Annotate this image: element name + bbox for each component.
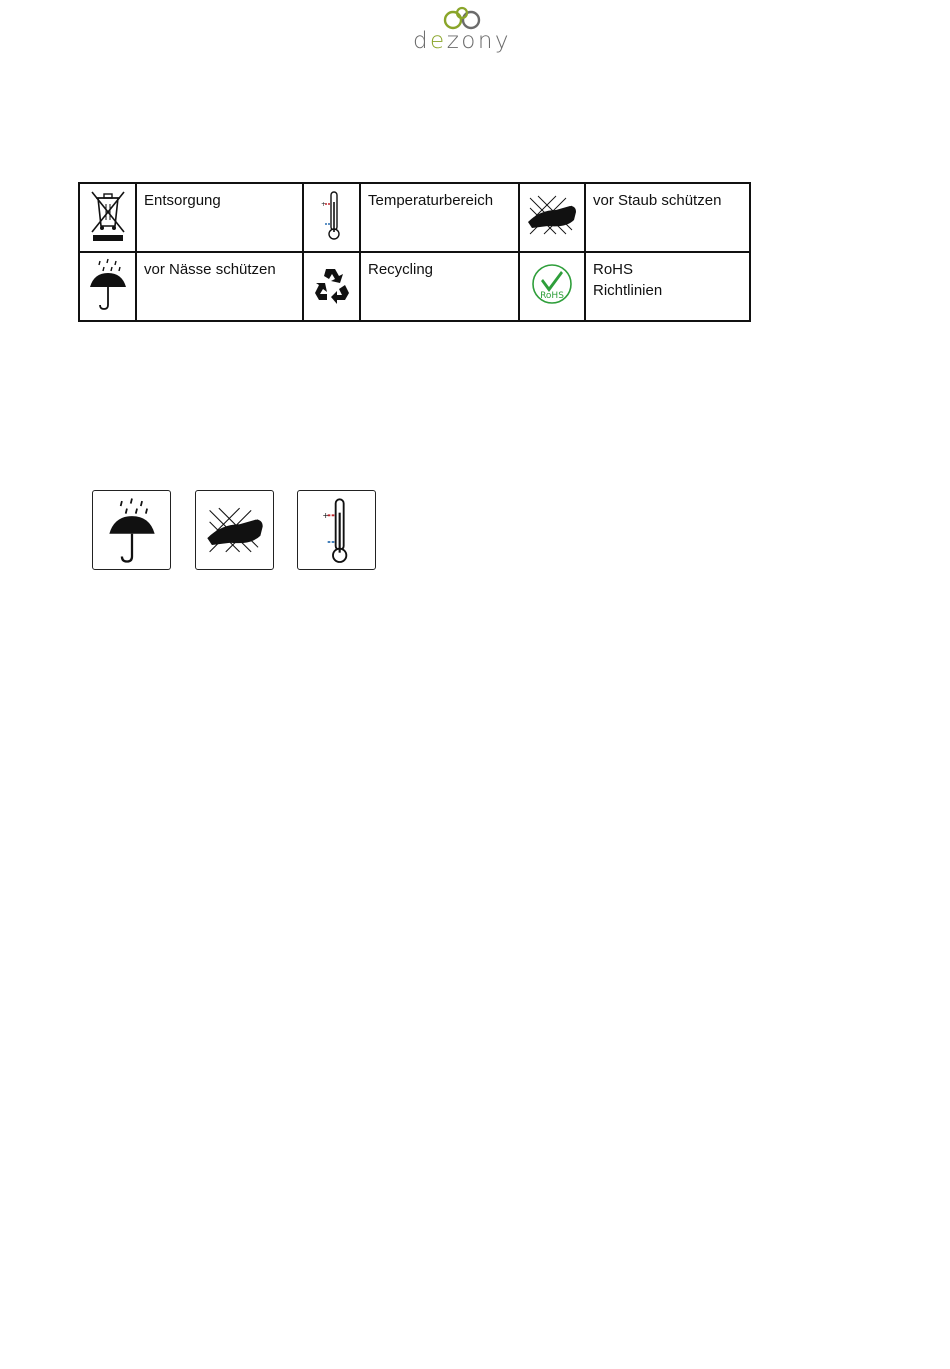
table-cell: [585, 183, 750, 252]
table-cell: [585, 252, 750, 321]
svg-text:+: +: [320, 201, 326, 208]
large-icon-frame: [92, 490, 171, 570]
label-rohs: RoHS: [593, 261, 634, 278]
umbrella-rain-icon: [102, 496, 162, 564]
crossed-out-wheelie-bin-icon: [87, 188, 129, 242]
rohs-check-icon: [530, 262, 574, 306]
rohs-badge-text: RoHS: [540, 291, 564, 301]
umbrella-rain-icon: [86, 257, 130, 311]
table-cell: [360, 252, 519, 321]
svg-text:+: +: [321, 511, 329, 520]
table-row: [79, 183, 750, 252]
table-cell: [519, 252, 585, 321]
large-icon-frame: [195, 490, 274, 570]
hand-dust-protection-icon: [526, 192, 578, 238]
table-row: [79, 252, 750, 321]
label-temperaturbereich: Temperaturbereich: [368, 192, 494, 209]
table-cell: [303, 183, 360, 252]
table-cell: [360, 183, 519, 252]
thermometer-icon: [317, 494, 357, 566]
company-logo: [412, 4, 512, 62]
label-richtlinien: Richtlinien: [593, 282, 663, 299]
table-cell: [136, 252, 303, 321]
large-icon-frame: [297, 490, 376, 570]
hand-dust-protection-icon: [205, 502, 265, 558]
linked-rings-logo-icon: [440, 6, 484, 30]
table-cell: [79, 252, 136, 321]
thermometer-icon: [317, 188, 347, 242]
table-cell: [303, 252, 360, 321]
label-vor-staub-schuetzen: vor Staub schützen: [593, 192, 722, 209]
label-entsorgung: Entsorgung: [144, 192, 221, 209]
logo-wordmark: dezony: [412, 28, 512, 54]
label-vor-naesse-schuetzen: vor Nässe schützen: [144, 261, 276, 278]
symbol-legend-table: [78, 182, 751, 322]
label-recycling: Recycling: [368, 261, 434, 278]
table-cell: [519, 183, 585, 252]
table-cell: [136, 183, 303, 252]
recycling-icon: [311, 263, 353, 305]
table-cell: [79, 183, 136, 252]
